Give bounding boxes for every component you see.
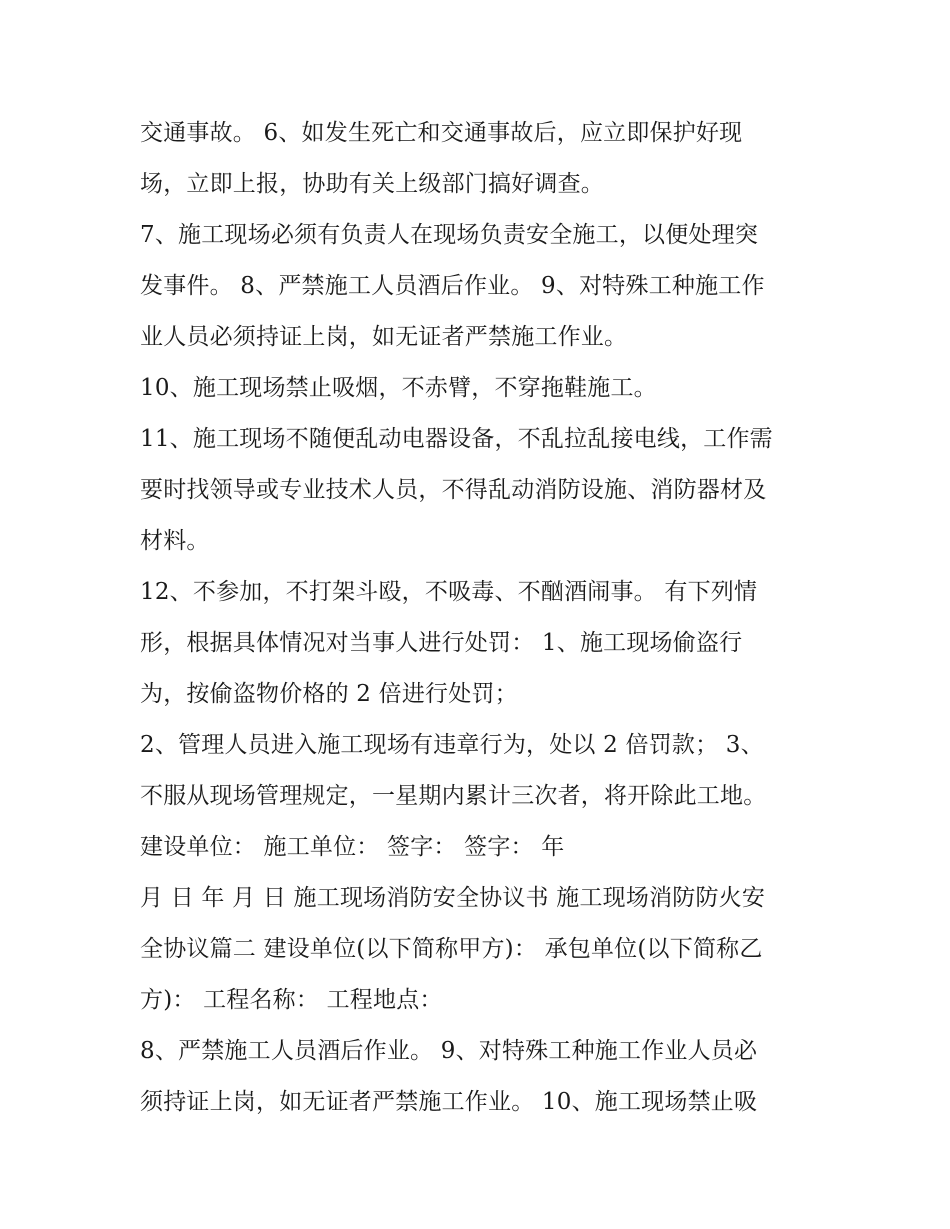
text-line: 11、施工现场不随便乱动电器设备，不乱拉乱接电线，工作需	[140, 426, 773, 452]
text-line: 12、不参加，不打架斗殴，不吸毒、不酗酒闹事。 有下列情	[140, 579, 758, 605]
text-line: 材料。	[140, 528, 210, 554]
text-line: 10、施工现场禁止吸烟，不赤臂，不穿拖鞋施工。	[140, 375, 657, 401]
text-line: 全协议篇二 建设单位(以下简称甲方)： 承包单位(以下简称乙	[140, 936, 763, 962]
text-line: 2、管理人员进入施工现场有违章行为，处以 2 倍罚款； 3、	[140, 732, 764, 758]
text-line: 建设单位： 施工单位： 签字： 签字： 年	[140, 834, 565, 860]
text-line: 须持证上岗，如无证者严禁施工作业。 10、施工现场禁止吸	[140, 1089, 758, 1115]
document-body	[140, 108, 820, 1128]
text-line: 不服从现场管理规定，一星期内累计三次者，将开除此工地。	[140, 783, 767, 809]
text-line: 交通事故。 6、如发生死亡和交通事故后，应立即保护好现	[140, 120, 743, 146]
text-line: 方)： 工程名称： 工程地点：	[140, 987, 443, 1013]
text-line: 为，按偷盗物价格的 2 倍进行处罚；	[140, 681, 518, 707]
text-line: 形，根据具体情况对当事人进行处罚： 1、施工现场偷盗行	[140, 630, 743, 656]
text-line: 8、严禁施工人员酒后作业。 9、对特殊工种施工作业人员必	[140, 1038, 758, 1064]
text-line: 发事件。 8、严禁施工人员酒后作业。 9、对特殊工种施工作	[140, 273, 765, 299]
text-line: 场，立即上报，协助有关上级部门搞好调查。	[140, 171, 604, 197]
text-line: 7、施工现场必须有负责人在现场负责安全施工，以便处理突	[140, 222, 759, 248]
text-line: 要时找领导或专业技术人员，不得乱动消防设施、消防器材及	[140, 477, 767, 503]
text-line: 月 日 年 月 日 施工现场消防安全协议书 施工现场消防防火安	[140, 885, 766, 911]
text-line: 业人员必须持证上岗，如无证者严禁施工作业。	[140, 324, 628, 350]
